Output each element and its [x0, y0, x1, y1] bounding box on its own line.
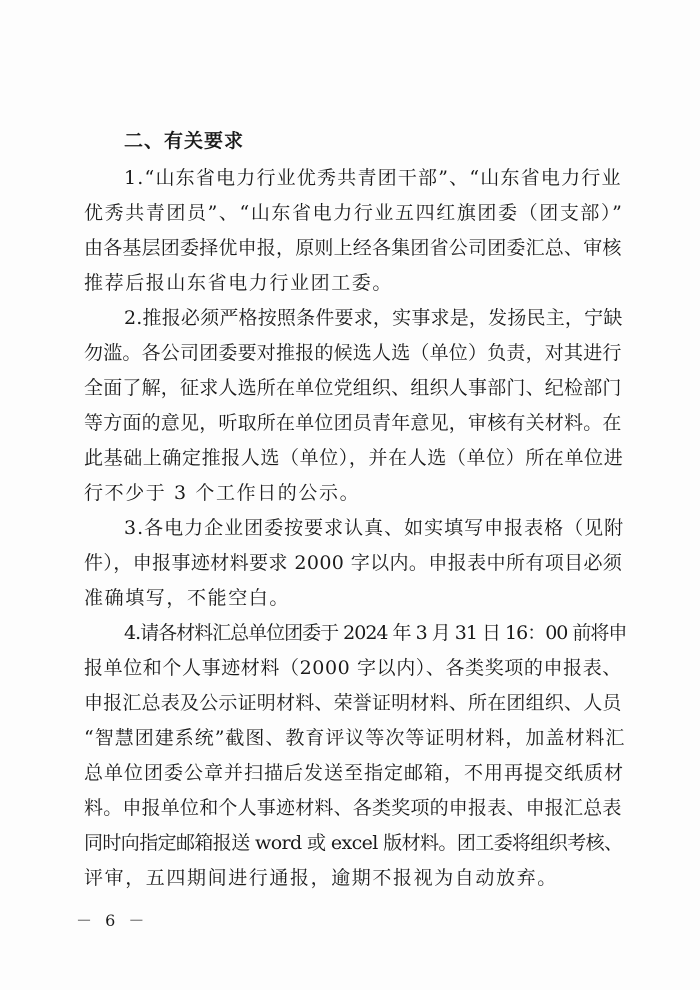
paragraph-2-line-2: 勿滥。各公司团委要对推报的候选人选（单位）负责，对其进行: [84, 342, 622, 364]
paragraph-4-line-1: 4.请各材料汇总单位团委于 2024 年 3 月 31 日 16：00 前将申: [124, 622, 627, 644]
paragraph-2-line-5: 此基础上确定推报人选（单位），并在人选（单位）所在单位进: [84, 447, 624, 469]
paragraph-1-line-1: 1.“山东省电力行业优秀共青团干部”、“山东省电力行业: [124, 167, 622, 189]
paragraph-3-line-3: 准确填写，不能空白。: [84, 587, 291, 609]
paragraph-2-line-1: 2.推报必须严格按照条件要求，实事求是，发扬民主，宁缺: [124, 307, 623, 329]
paragraph-2-line-3: 全面了解，征求人选所在单位党组织、组织人事部门、纪检部门: [84, 377, 622, 399]
paragraph-3-line-1: 3.各电力企业团委按要求认真、如实填写申报表格（见附: [124, 517, 625, 539]
paragraph-1-line-3: 由各基层团委择优申报，原则上经各集团省公司团委汇总、审核: [84, 237, 622, 259]
paragraph-2-line-4: 等方面的意见，听取所在单位团员青年意见，审核有关材料。在: [84, 412, 622, 434]
paragraph-4-line-3: 申报汇总表及公示证明材料、荣誉证明材料、所在团组织、人员: [84, 692, 622, 714]
paragraph-4-line-6: 料。申报单位和个人事迹材料、各类奖项的申报表、申报汇总表: [84, 797, 622, 819]
paragraph-3-line-2: 件），申报事迹材料要求 2000 字以内。申报表中所有项目必须: [84, 552, 623, 574]
paragraph-4-line-7: 同时向指定邮箱报送 word 或 excel 版材料。团工委将组织考核、: [84, 832, 623, 854]
page-number: － 6 －: [76, 911, 149, 930]
paragraph-4-line-2: 报单位和个人事迹材料（2000 字以内）、各类奖项的申报表、: [84, 657, 622, 679]
paragraph-1-line-2: 优秀共青团员”、“山东省电力行业五四红旗团委（团支部）”: [84, 202, 624, 224]
paragraph-1-line-4: 推荐后报山东省电力行业团工委。: [84, 272, 394, 294]
paragraph-2-line-6: 行不少于 3 个工作日的公示。: [84, 482, 361, 504]
paragraph-4-line-4: “智慧团建系统”截图、教育评议等次等证明材料，加盖材料汇: [84, 727, 626, 749]
paragraph-4-line-8: 评审，五四期间进行通报，逾期不报视为自动放弃。: [84, 867, 558, 889]
section-heading: 二、有关要求: [124, 130, 245, 152]
paragraph-4-line-5: 总单位团委公章并扫描后发送至指定邮箱，不用再提交纸质材: [84, 762, 625, 784]
